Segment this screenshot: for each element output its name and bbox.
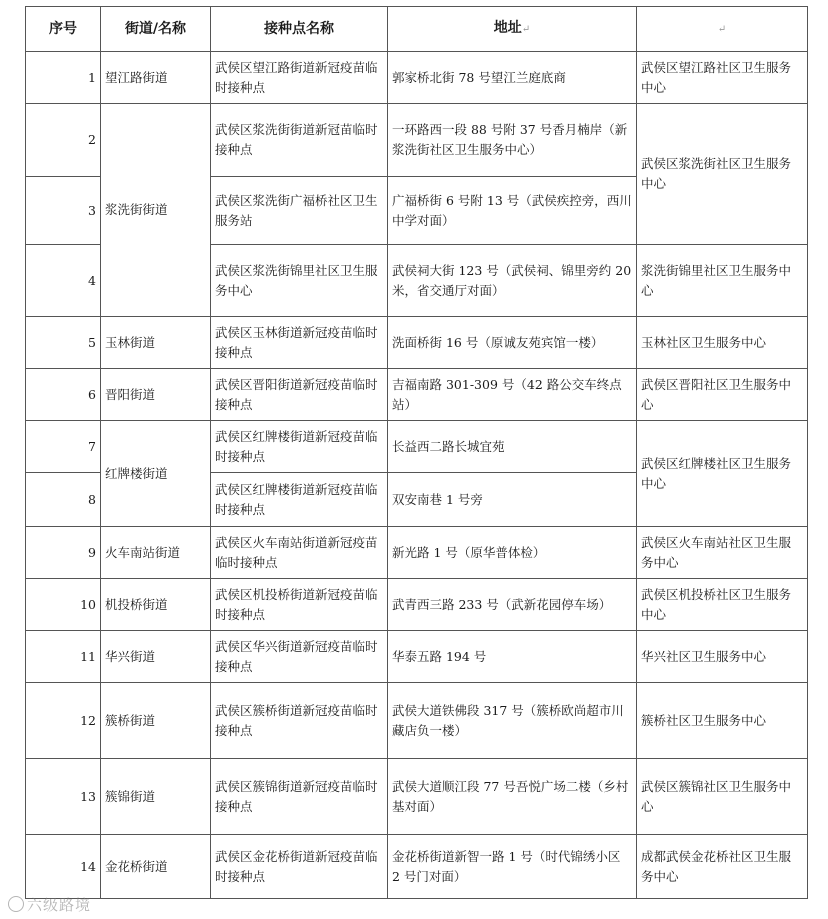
cell-end-mark: ↵: [717, 24, 727, 35]
row-street: 望江路街道: [101, 52, 211, 104]
row-street: 簇锦街道: [101, 759, 211, 835]
header-address: 地址↵: [388, 7, 637, 52]
table-row: [26, 527, 808, 579]
header-row: [26, 7, 808, 52]
header-org: [637, 7, 808, 52]
row-address: 广福桥街 6 号附 13 号（武侯疾控旁，西川中学对面）: [388, 177, 637, 245]
table-row: [26, 579, 808, 631]
row-site: 武侯区红牌楼街道新冠疫苗临时接种点: [211, 421, 388, 473]
row-street: 晋阳街道: [101, 369, 211, 421]
row-org: 武侯区晋阳社区卫生服务中心: [637, 369, 808, 421]
row-street: 机投桥街道: [101, 579, 211, 631]
row-seq: 5: [26, 317, 101, 369]
row-seq: 2: [26, 104, 101, 177]
row-seq: 14: [26, 835, 101, 899]
row-street: 簇桥街道: [101, 683, 211, 759]
row-seq: 11: [26, 631, 101, 683]
table-row: [26, 759, 808, 835]
row-address: 新光路 1 号（原华普体检）: [388, 527, 637, 579]
table-row: [26, 683, 808, 759]
row-org: 玉林社区卫生服务中心: [637, 317, 808, 369]
row-address: 吉福南路 301-309 号（42 路公交车终点站）: [388, 369, 637, 421]
table-row: [26, 421, 808, 473]
row-org: 成都武侯金花桥社区卫生服务中心: [637, 835, 808, 899]
table-row: [26, 631, 808, 683]
row-seq: 6: [26, 369, 101, 421]
row-address: 华泰五路 194 号: [388, 631, 637, 683]
row-seq: 9: [26, 527, 101, 579]
row-seq: 7: [26, 421, 101, 473]
row-address: 武侯大道顺江段 77 号吾悦广场二楼（乡村基对面）: [388, 759, 637, 835]
cell-end-mark: ↵: [521, 24, 531, 35]
row-street: 火车南站街道: [101, 527, 211, 579]
watermark-logo-icon: [8, 896, 24, 912]
header-seq: 序号: [26, 7, 101, 52]
row-address: 洗面桥街 16 号（原诚友苑宾馆一楼）: [388, 317, 637, 369]
row-street: 玉林街道: [101, 317, 211, 369]
row-site: 武侯区浆洗街广福桥社区卫生服务站: [211, 177, 388, 245]
watermark-text: 六级路境: [27, 896, 92, 914]
row-site: 武侯区玉林街道新冠疫苗临时接种点: [211, 317, 388, 369]
row-seq: 3: [26, 177, 101, 245]
row-org: 武侯区望江路社区卫生服务中心: [637, 52, 808, 104]
row-org: 武侯区红牌楼社区卫生服务中心: [637, 421, 808, 527]
row-site: 武侯区晋阳街道新冠疫苗临时接种点: [211, 369, 388, 421]
row-site: 武侯区浆洗街街道新冠苗临时接种点: [211, 104, 388, 177]
row-site: 武侯区簇桥街道新冠疫苗临时接种点: [211, 683, 388, 759]
row-street: 浆洗街街道: [101, 104, 211, 317]
row-seq: 4: [26, 245, 101, 317]
row-site: 武侯区机投桥街道新冠疫苗临时接种点: [211, 579, 388, 631]
row-address: 郭家桥北街 78 号望江兰庭底商: [388, 52, 637, 104]
row-street: 华兴街道: [101, 631, 211, 683]
table-row: [26, 317, 808, 369]
row-address: 长益西二路长城宜苑: [388, 421, 637, 473]
row-site: 武侯区火车南站街道新冠疫苗临时接种点: [211, 527, 388, 579]
row-address: 双安南巷 1 号旁: [388, 473, 637, 527]
row-org: 武侯区浆洗街社区卫生服务中心: [637, 104, 808, 245]
row-org: 武侯区机投桥社区卫生服务中心: [637, 579, 808, 631]
table-row: [26, 369, 808, 421]
row-org: 武侯区簇锦社区卫生服务中心: [637, 759, 808, 835]
row-site: 武侯区金花桥街道新冠疫苗临时接种点: [211, 835, 388, 899]
table-row: [26, 52, 808, 104]
row-seq: 8: [26, 473, 101, 527]
row-address: 武侯祠大街 123 号（武侯祠、锦里旁约 20 米，省交通厅对面）: [388, 245, 637, 317]
row-street: 金花桥街道: [101, 835, 211, 899]
row-org: 浆洗街锦里社区卫生服务中心: [637, 245, 808, 317]
row-org: 武侯区火车南站社区卫生服务中心: [637, 527, 808, 579]
row-address: 一环路西一段 88 号附 37 号香月楠岸（新浆洗街社区卫生服务中心）: [388, 104, 637, 177]
table-row: [26, 835, 808, 899]
row-seq: 12: [26, 683, 101, 759]
row-site: 武侯区望江路街道新冠疫苗临时接种点: [211, 52, 388, 104]
row-seq: 13: [26, 759, 101, 835]
row-site: 武侯区华兴街道新冠疫苗临时接种点: [211, 631, 388, 683]
row-org: 华兴社区卫生服务中心: [637, 631, 808, 683]
row-seq: 10: [26, 579, 101, 631]
row-address: 武侯大道铁佛段 317 号（簇桥欧尚超市川藏店负一楼）: [388, 683, 637, 759]
header-site: 接种点名称: [211, 7, 388, 52]
header-street: 街道/名称: [101, 7, 211, 52]
row-site: 武侯区浆洗街锦里社区卫生服务中心: [211, 245, 388, 317]
row-address: 武青西三路 233 号（武新花园停车场）: [388, 579, 637, 631]
row-org: 簇桥社区卫生服务中心: [637, 683, 808, 759]
row-site: 武侯区簇锦街道新冠疫苗临时接种点: [211, 759, 388, 835]
row-site: 武侯区红牌楼街道新冠疫苗临时接种点: [211, 473, 388, 527]
row-street: 红牌楼街道: [101, 421, 211, 527]
watermark: [8, 894, 91, 915]
row-seq: 1: [26, 52, 101, 104]
row-address: 金花桥街道新智一路 1 号（时代锦绣小区 2 号门对面）: [388, 835, 637, 899]
vaccination-sites-table: [25, 6, 808, 899]
table-row: [26, 104, 808, 177]
